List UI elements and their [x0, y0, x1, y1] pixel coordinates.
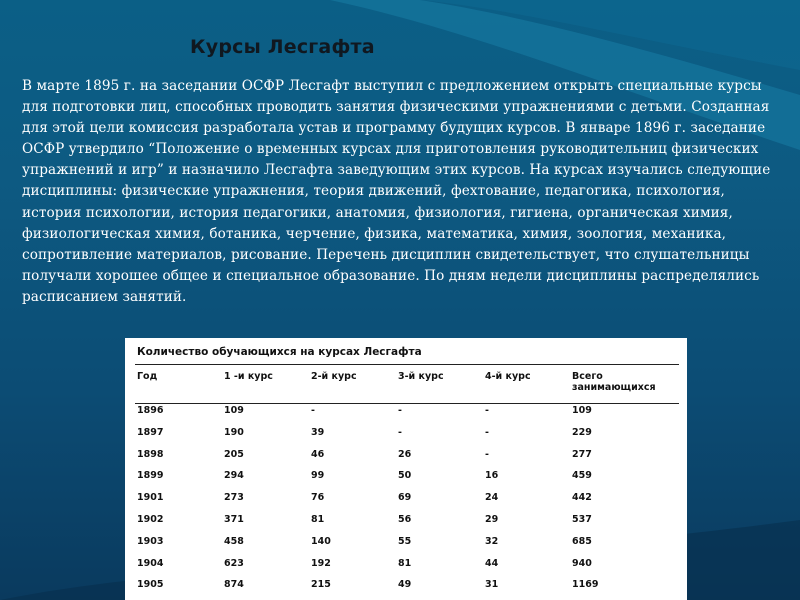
cell-total: 277 [572, 448, 592, 460]
cell-course-4: 29 [485, 513, 499, 525]
cell-year: 1898 [137, 448, 164, 460]
cell-course-1: 294 [224, 470, 244, 482]
table-row [137, 536, 672, 558]
table-row [137, 514, 672, 536]
cell-course-2: 76 [311, 492, 325, 504]
table-row [137, 405, 672, 427]
cell-course-1: 109 [224, 405, 244, 416]
cell-course-1: 205 [224, 448, 244, 460]
cell-course-3: - [398, 426, 402, 438]
table-title: Количество обучающихся на курсах Лесгафта [137, 346, 422, 358]
cell-year: 1902 [137, 513, 164, 525]
cell-year: 1904 [137, 557, 164, 569]
table-header-row [137, 371, 672, 405]
cell-course-1: 371 [224, 513, 244, 525]
cell-course-1: 874 [224, 579, 244, 591]
cell-course-1: 190 [224, 426, 244, 438]
cell-course-3: 55 [398, 535, 412, 547]
cell-course-4: 32 [485, 535, 499, 547]
cell-course-2: 39 [311, 426, 325, 438]
table-row [137, 558, 672, 580]
cell-total: 442 [572, 492, 592, 504]
slide-title: Курсы Лесгафта [190, 36, 375, 58]
header-course-4: 4-й курс [485, 371, 531, 382]
cell-course-2: 215 [311, 579, 331, 591]
table-row [137, 449, 672, 471]
table-row [137, 579, 672, 600]
cell-course-4: - [485, 448, 489, 460]
slide-body-text: В марте 1895 г. на заседании ОСФР Лесгафт выступил с предложением открыть специальные курсы для подготовки лиц, способных проводить занятия физическими упражнениями с детьми. Созданная для этой цели комиссия разработала устав и программу будущих курсов. В январе 1896 г. заседание ОСФР утвердило “Положение о временных курсах для приготовления руководительниц физических упражнений и игр” и назначило Лесгафта заведующим этих курсов. На курсах изучались следующие дисциплины: физические упражнения, теория движений, фехтование, педагогика, психология, история психологии, история педагогики, анатомия, физиология, гигиена, органическая химия, физиологическая химия, ботаника, черчение, физика, математика, химия, зоология, механика, сопротивление материалов, рисование. Перечень дисциплин свидетельствует, что слушательницы получали хорошее общее и специальное образование. По дням недели дисциплины распределялись расписанием занятий. [22, 78, 771, 305]
cell-course-2: - [311, 405, 315, 416]
cell-course-4: 44 [485, 557, 499, 569]
header-course-1: 1 -и курс [224, 371, 273, 382]
header-total: Всего занимающихся [572, 371, 656, 393]
cell-course-3: 56 [398, 513, 412, 525]
header-course-2: 2-й курс [311, 371, 357, 382]
cell-course-4: 31 [485, 579, 499, 591]
header-year: Год [137, 371, 158, 382]
cell-course-3: 49 [398, 579, 412, 591]
cell-year: 1899 [137, 470, 164, 482]
cell-total: 940 [572, 557, 592, 569]
cell-year: 1903 [137, 535, 164, 547]
header-course-3: 3-й курс [398, 371, 444, 382]
cell-course-3: - [398, 405, 402, 416]
cell-year: 1901 [137, 492, 164, 504]
cell-course-1: 273 [224, 492, 244, 504]
cell-course-2: 46 [311, 448, 325, 460]
students-table [137, 371, 672, 600]
cell-course-4: - [485, 426, 489, 438]
cell-course-1: 623 [224, 557, 244, 569]
cell-year: 1896 [137, 405, 164, 416]
table-top-rule [135, 364, 679, 365]
students-table-image [125, 338, 687, 600]
table-row [137, 470, 672, 492]
cell-total: 109 [572, 405, 592, 416]
cell-course-3: 26 [398, 448, 412, 460]
cell-total: 537 [572, 513, 592, 525]
cell-course-2: 192 [311, 557, 331, 569]
cell-total: 1169 [572, 579, 599, 591]
cell-course-2: 140 [311, 535, 331, 547]
cell-course-1: 458 [224, 535, 244, 547]
table-row [137, 492, 672, 514]
cell-total: 685 [572, 535, 592, 547]
cell-course-3: 69 [398, 492, 412, 504]
cell-course-4: - [485, 405, 489, 416]
cell-total: 229 [572, 426, 592, 438]
table-row [137, 427, 672, 449]
cell-course-3: 50 [398, 470, 412, 482]
cell-course-3: 81 [398, 557, 412, 569]
cell-course-4: 16 [485, 470, 499, 482]
cell-year: 1905 [137, 579, 164, 591]
cell-course-4: 24 [485, 492, 499, 504]
cell-total: 459 [572, 470, 592, 482]
cell-course-2: 99 [311, 470, 325, 482]
cell-year: 1897 [137, 426, 164, 438]
cell-course-2: 81 [311, 513, 325, 525]
